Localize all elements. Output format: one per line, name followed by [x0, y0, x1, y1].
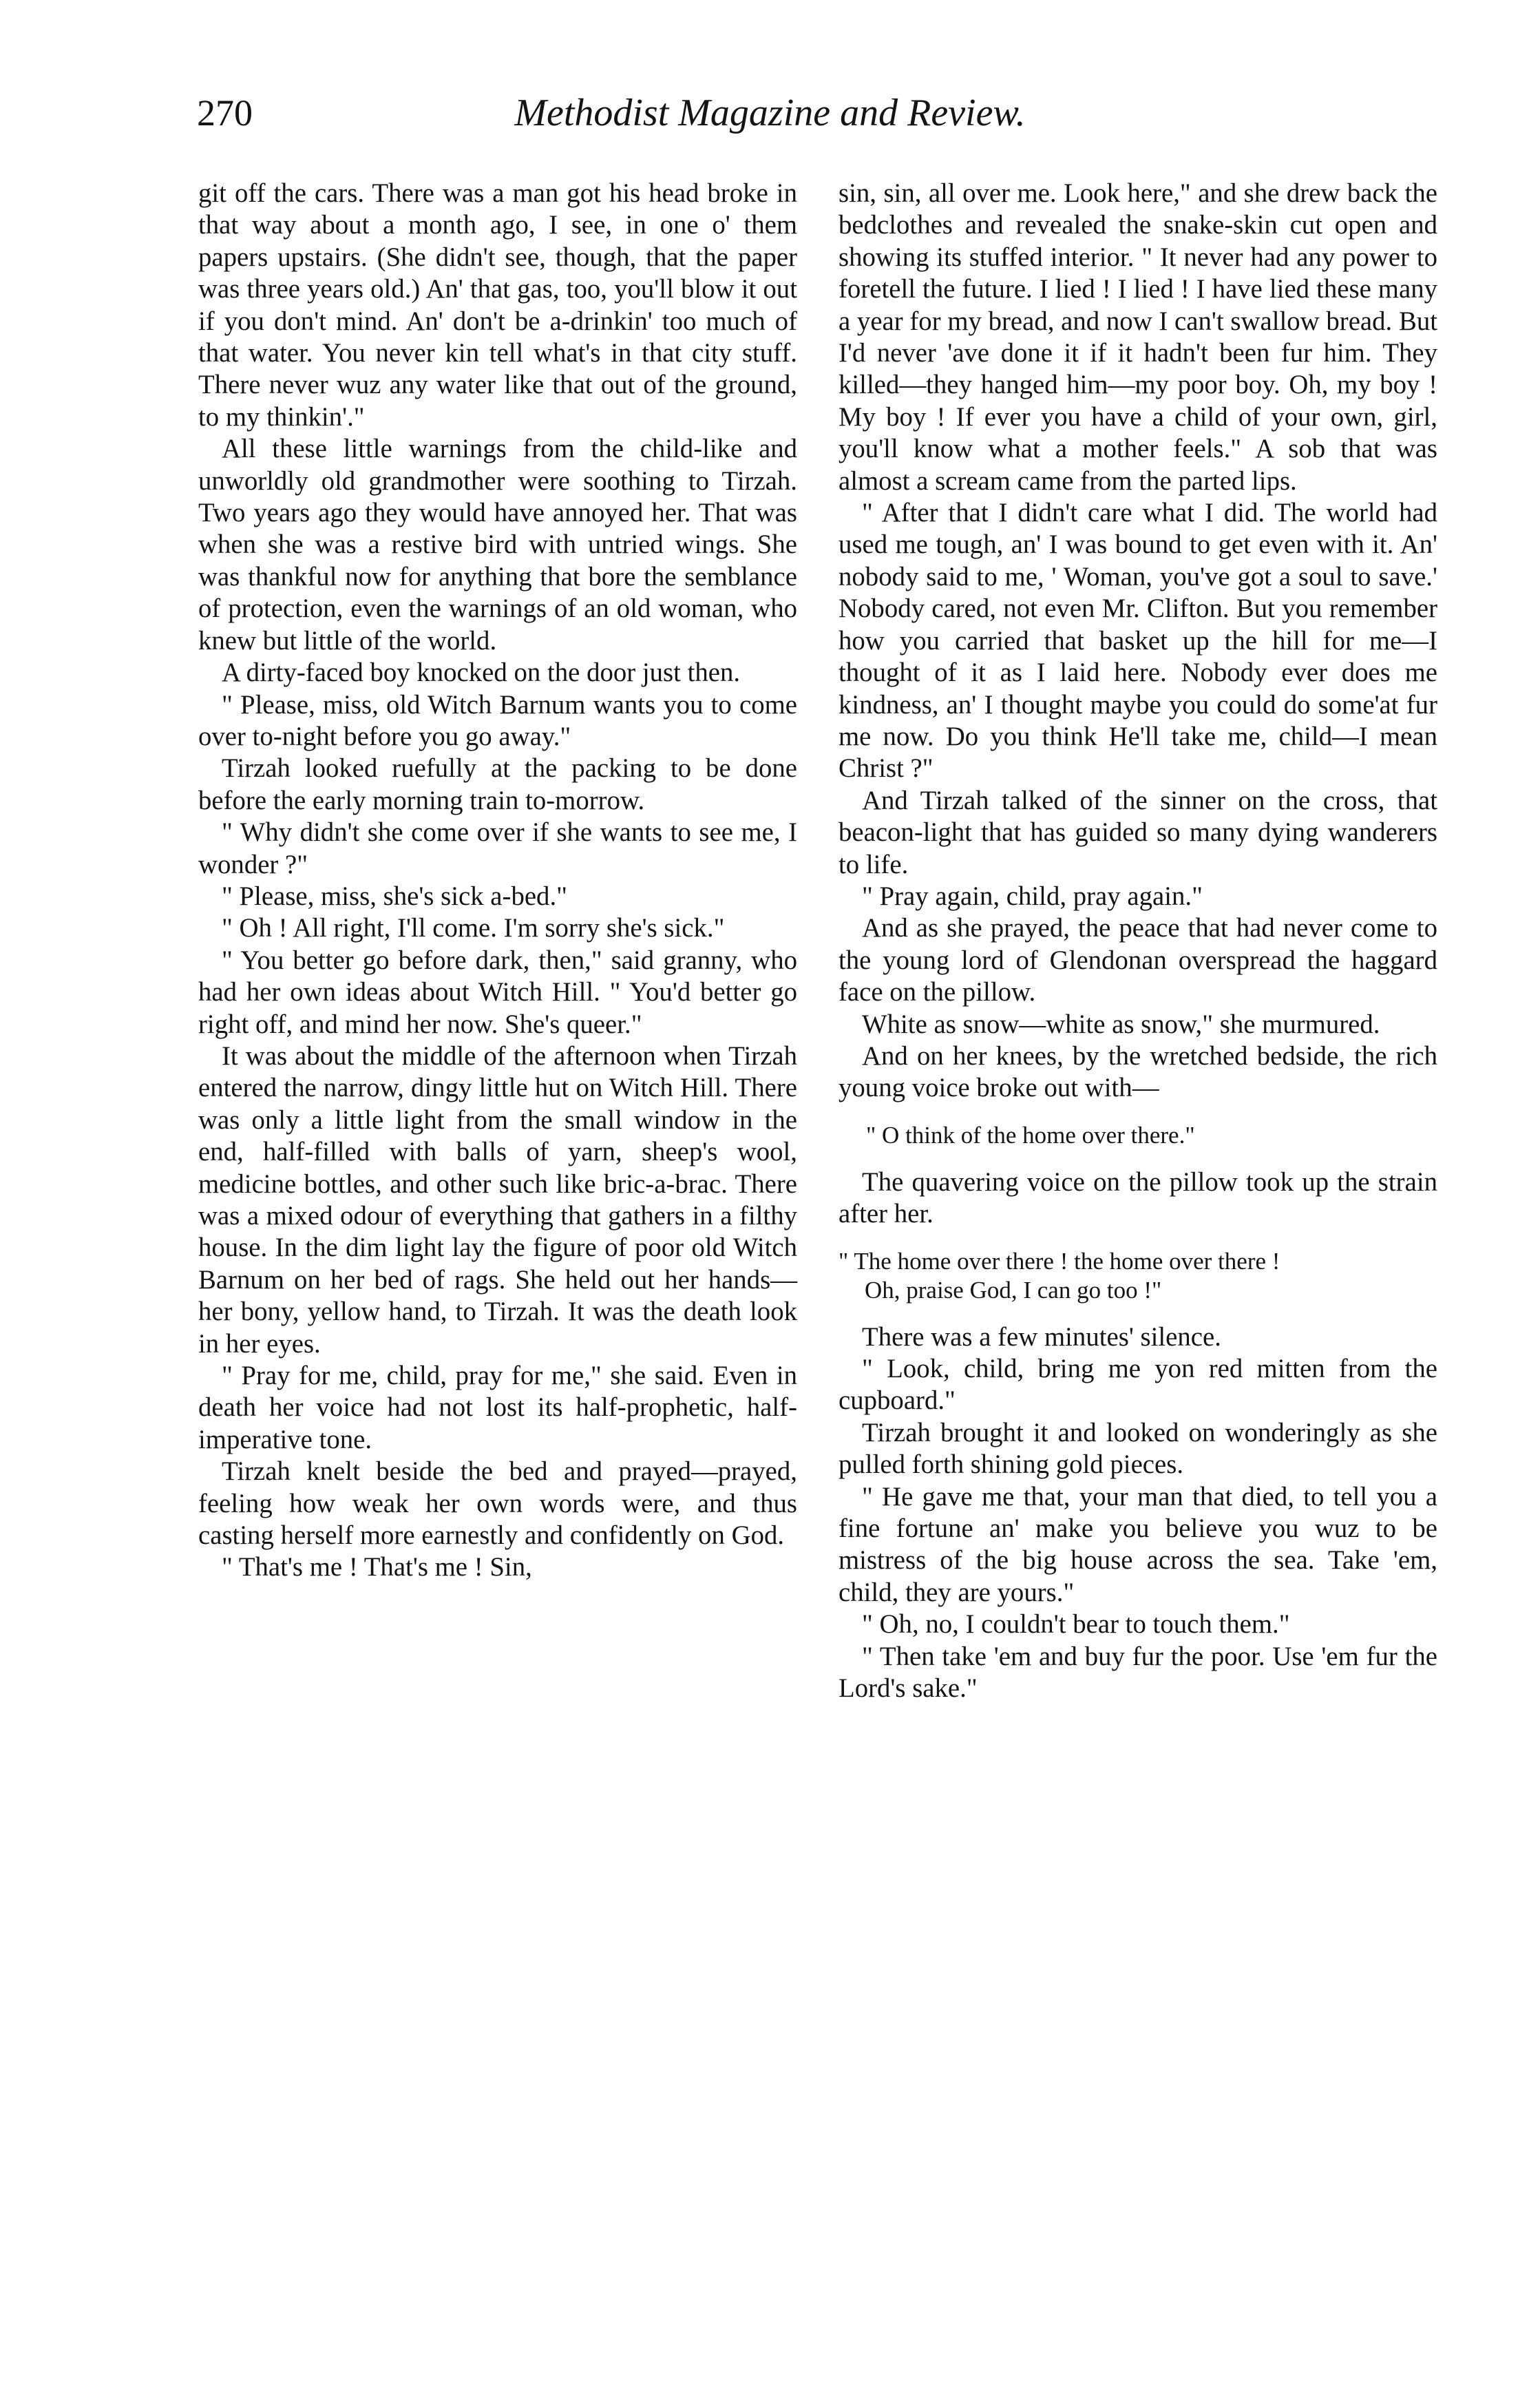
- verse-line: " The home over there ! the home over there !: [838, 1247, 1280, 1275]
- paragraph: Tirzah brought it and looked on wonderingly as she pulled forth shining gold pieces.: [838, 1417, 1437, 1480]
- paragraph: " Then take 'em and buy fur the poor. Use 'em fur the Lord's sake.": [838, 1641, 1437, 1704]
- paragraph: And as she prayed, the peace that had never come to the young lord of Glendonan overspread the haggard face on the pillow.: [838, 913, 1437, 1007]
- page-number: 270: [197, 92, 253, 134]
- paragraph: " That's me ! That's me ! Sin,: [222, 1552, 532, 1582]
- paragraph: It was about the middle of the afternoon when Tirzah entered the narrow, dingy little hut on Witch Hill. There was only a little light from the small window in the end, half-filled with balls of yarn, sheep's wool, medicine bottles, and other such like bric-a-brac. There was a mixed odour of everything that gathers in a filthy house. In the dim light lay the figure of poor old Witch Barnum on her bed of rags. She held out her hands—her bony, yellow hand, to Tirzah. It was the death look in her eyes.: [198, 1040, 797, 1359]
- hymn-verse: [838, 1247, 1437, 1305]
- page-header: [197, 85, 1343, 140]
- paragraph: sin, sin, all over me. Look here," and she drew back the bedclothes and revealed the snake-skin cut open and showing its stuffed interior. " It never had any power to foretell the future. I lied ! I lied ! I have lied these many a year for my bread, and now I can't swallow bread. But I'd never 'ave done it if it hadn't been fur him. They killed—they hanged him—my poor boy. Oh, my boy ! My boy ! If ever you have a child of your own, girl, you'll know what a mother feels." A sob that was almost a scream came from the parted lips.: [838, 178, 1437, 496]
- paragraph: " You better go before dark, then," said granny, who had her own ideas about Witch Hill. " You'd better go right off, and mind her now. She's queer.": [198, 945, 797, 1039]
- paragraph: git off the cars. There was a man got his head broke in that way about a month ago, I see, in one o' them papers upstairs. (She didn't see, though, that the paper was three years old.) An' that gas, too, you'll blow it out if you don't mind. An' don't be a-drinkin' too much of that water. You never kin tell what's in that city stuff. There never wuz any water like that out of the ground, to my thinkin'.": [198, 178, 797, 432]
- paragraph: " Pray for me, child, pray for me," she said. Even in death her voice had not lost its half-prophetic, half-imperative tone.: [198, 1361, 797, 1454]
- paragraph: And on her knees, by the wretched bedside, the rich young voice broke out with—: [838, 1040, 1437, 1103]
- paragraph: There was a few minutes' silence.: [862, 1321, 1221, 1352]
- paragraph: All these little warnings from the child-like and unworldly old grandmother were soothing to Tirzah. Two years ago they would have annoyed her. That was when she was a restive bird with untried wings. She was thankful now for anything that bore the semblance of protection, even the warnings of an old woman, who knew but little of the world.: [198, 434, 797, 656]
- paragraph: " Please, miss, old Witch Barnum wants you to come over to-night before you go away.": [198, 689, 797, 751]
- verse-line: Oh, praise God, I can go too !": [865, 1276, 1162, 1304]
- paragraph: " Oh ! All right, I'll come. I'm sorry she's sick.": [222, 913, 725, 943]
- paragraph: " After that I didn't care what I did. The world had used me tough, an' I was bound to get even with it. An' nobody said to me, ' Woman, you've got a soul to save.' Nobody cared, not even Mr. Clifton. But you remember how you carried that basket up the hill for me—I thought of it as I laid here. Nobody ever does me kindness, an' I thought maybe you could do some'at fur me now. Do you think He'll take me, child—I mean Christ ?": [838, 498, 1437, 784]
- paragraph: A dirty-faced boy knocked on the door just then.: [222, 658, 741, 688]
- paragraph: The quavering voice on the pillow took up the strain after her.: [838, 1167, 1437, 1229]
- verse-line: " O think of the home over there.": [866, 1121, 1195, 1149]
- paragraph: " Pray again, child, pray again.": [862, 881, 1203, 911]
- paragraph: " Look, child, bring me yon red mitten from the cupboard.": [838, 1354, 1437, 1416]
- paragraph: And Tirzah talked of the sinner on the cross, that beacon-light that has guided so many dying wanderers to life.: [838, 785, 1437, 879]
- paragraph: Tirzah looked ruefully at the packing to be done before the early morning train to-morrow.: [198, 753, 797, 815]
- paragraph: White as snow—white as snow," she murmured.: [862, 1009, 1380, 1039]
- paragraph: Tirzah knelt beside the bed and prayed—prayed, feeling how weak her own words were, and thus casting herself more earnestly and confidently on God.: [198, 1456, 797, 1551]
- paragraph: " Please, miss, she's sick a-bed.": [222, 881, 567, 911]
- paragraph: " Why didn't she come over if she wants to see me, I wonder ?": [198, 817, 797, 879]
- running-title: Methodist Magazine and Review.: [514, 92, 1026, 134]
- right-column: [838, 178, 1437, 1704]
- paragraph: " Oh, no, I couldn't bear to touch them.": [862, 1609, 1290, 1640]
- paragraph: " He gave me that, your man that died, to tell you a fine fortune an' make you believe you wuz to be mistress of the big house across the sea. Take 'em, child, they are yours.": [838, 1481, 1437, 1607]
- hymn-verse: [838, 1121, 1437, 1150]
- left-column: [198, 178, 797, 1584]
